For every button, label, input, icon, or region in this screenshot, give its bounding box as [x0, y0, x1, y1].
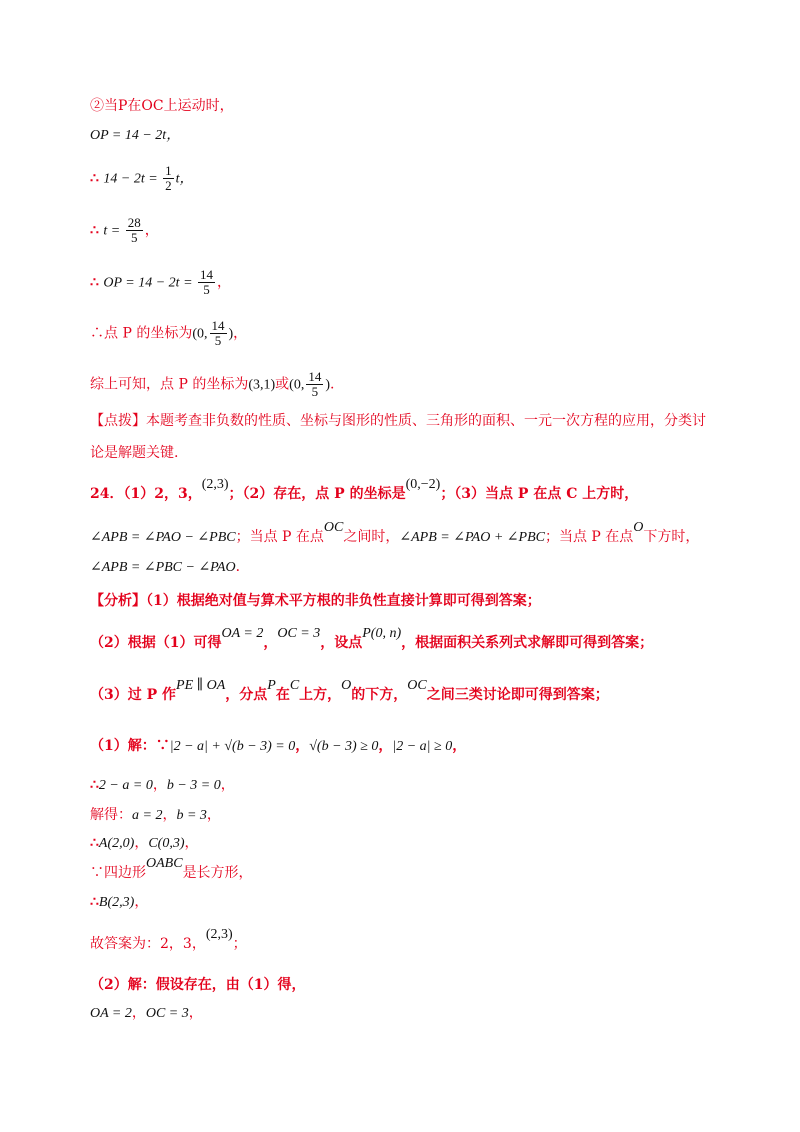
equation-op-value: ∴ OP = 14 − 2t = $\frac{14}{5}$ ，	[90, 267, 232, 297]
answer-24-heading: 24．（1）2，3，(2,3)；（2）存在，点 P 的坐标是(0,−2)；（3）当点 P 在点 C 上方时，	[90, 477, 639, 502]
summary-line: 综上可知，点 P 的坐标为(3,1)或(0, $\frac{14}{5}$ ).	[90, 369, 335, 399]
case-2-heading: ②当P在OC上运动时，	[90, 98, 234, 114]
solution-1-solve: 解得：a = 2，b = 3，	[90, 807, 221, 823]
fraction-28-5: $\frac{28}{5}$	[127, 215, 141, 245]
solution-1-step: ∴2 − a = 0，b − 3 = 0，	[90, 777, 235, 793]
equation-t-value: ∴ t = $\frac{28}{5}$ ，	[90, 215, 159, 245]
fraction-one-half: $\frac{1}{2}$	[165, 163, 172, 193]
fraction-14-5: $\frac{14}{5}$	[200, 267, 214, 297]
fraction-14-5: $\frac{14}{5}$	[211, 318, 225, 348]
analysis-part2: （2）根据（1）可得OA = 2，OC = 3，设点P(0, n)，根据面积关系列式求解即可得到答案；	[90, 626, 654, 651]
equation-half-t: ∴ 14 − 2t = $\frac{1}{2}$ t，	[90, 163, 194, 193]
answer-24-part3-cont: ∠APB = ∠PBC − ∠PAO．	[90, 559, 250, 575]
solution-1-rectangle: ∵四边形OABC是长方形，	[90, 856, 253, 881]
tip-paragraph: 【点拨】本题考查非负数的性质、坐标与图形的性质、三角形的面积、一元一次方程的应用，分类讨	[90, 413, 706, 429]
solution-2-values: OA = 2，OC = 3，	[90, 1005, 203, 1021]
solution-1-point-b: ∴B(2,3)，	[90, 894, 149, 910]
answer-24-part3: ∠APB = ∠PAO − ∠PBC；当点 P 在点OC之间时，∠APB = ∠PAO + ∠PBC；当点 P 在点O下方时，	[90, 520, 700, 545]
tip-paragraph-cont: 论是解题关键.	[90, 445, 179, 461]
solution-1-points: ∴A(2,0)，C(0,3)，	[90, 835, 199, 851]
analysis-part3: （3）过 P 作PE ∥ OA，分点P在C上方，O的下方，OC之间三类讨论即可得到答案；	[90, 678, 609, 703]
point-p-coordinate: ∴点 P 的坐标为(0, $\frac{14}{5}$ )，	[90, 318, 248, 348]
solution-2-heading: （2）解：假设存在，由（1）得，	[90, 977, 306, 993]
fraction-14-5: $\frac{14}{5}$	[308, 369, 322, 399]
solution-1-answer: 故答案为：2，3，(2,3)；	[90, 927, 247, 952]
solution-1-given: （1）解：∵|2 − a| + √(b − 3) = 0，√(b − 3) ≥ 0，|2 − a| ≥ 0，	[90, 738, 467, 754]
equation-op: OP = 14 − 2t，	[90, 128, 181, 143]
analysis-heading: 【分析】（1）根据绝对值与算术平方根的非负性直接计算即可得到答案；	[90, 593, 541, 609]
